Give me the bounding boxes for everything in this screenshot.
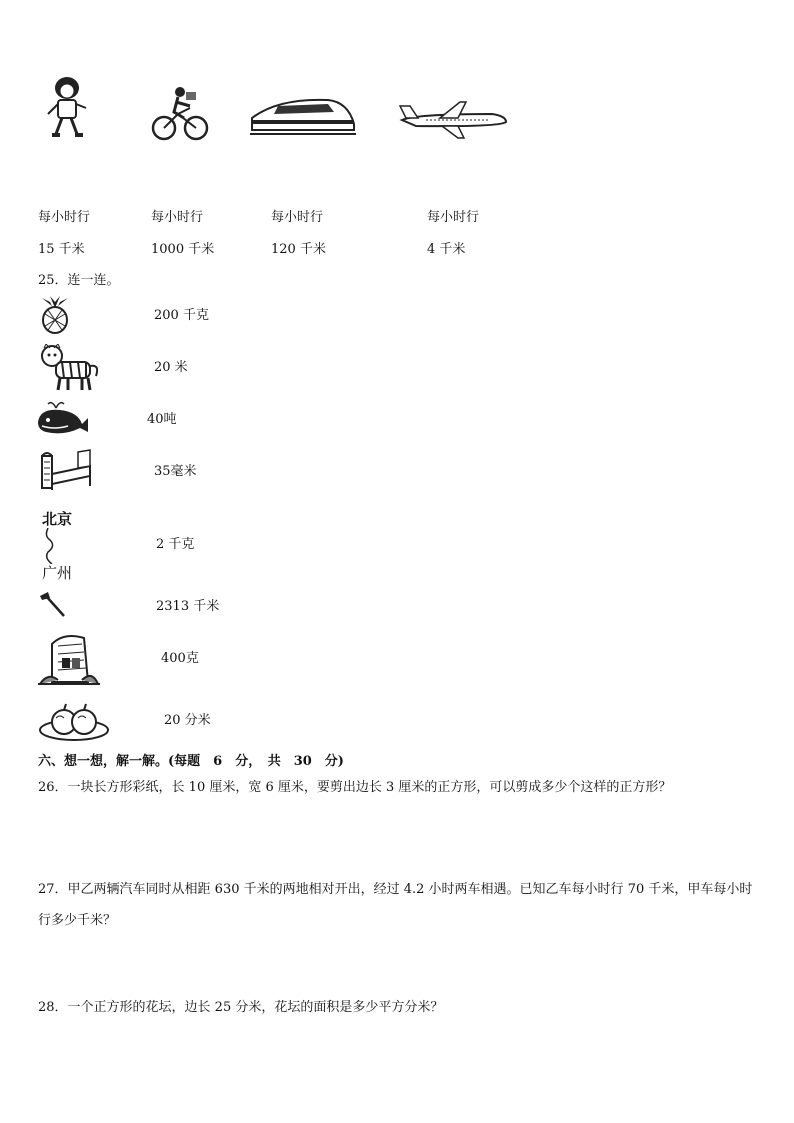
question-28: 28．一个正方形的花坛，边长 25 分米，花坛的面积是多少平方分米？ bbox=[38, 1000, 444, 1015]
airplane-icon bbox=[396, 100, 508, 140]
question-27: 27．甲乙两辆汽车同时从相距 630 千米的两地相对开出，经过 4.2 小时两车相遇。已知乙车每小时行 70 千米，甲车每小时行多少千米？ bbox=[38, 882, 753, 928]
speed-value: 1000 千米 bbox=[151, 242, 215, 257]
measure-value: 20 分米 bbox=[164, 713, 211, 728]
child-walking-icon bbox=[44, 74, 90, 140]
cyclist-icon bbox=[150, 84, 210, 142]
bed-icon bbox=[38, 446, 94, 492]
section-heading: 六、想一想，解一解。(每题 6 分， 共 30 分) bbox=[38, 754, 344, 769]
measure-value: 40吨 bbox=[147, 412, 177, 427]
speed-label: 每小时行 bbox=[38, 210, 91, 225]
whale-icon bbox=[34, 398, 90, 436]
building-icon bbox=[38, 630, 100, 686]
speed-label: 每小时行 bbox=[271, 210, 324, 225]
question-26: 26．一块长方形彩纸，长 10 厘米，宽 6 厘米，要剪出边长 3 厘米的正方形，可以剪成多少个这样的正方形？ bbox=[38, 780, 672, 795]
speed-label: 每小时行 bbox=[427, 210, 480, 225]
speed-label: 每小时行 bbox=[151, 210, 204, 225]
measure-value: 200 千克 bbox=[154, 308, 209, 323]
map-label-guangzhou: 广州 bbox=[42, 564, 73, 582]
fruit-plate-icon bbox=[38, 700, 110, 742]
measure-value: 2313 千米 bbox=[156, 599, 220, 614]
speed-value: 120 千米 bbox=[271, 242, 326, 257]
question-25-title: 25．连一连。 bbox=[38, 273, 120, 288]
measure-value: 2 千克 bbox=[156, 537, 195, 552]
measure-value: 35毫米 bbox=[154, 464, 197, 479]
route-map-icon bbox=[40, 508, 84, 582]
speed-value: 15 千米 bbox=[38, 242, 85, 257]
map-label-beijing: 北京 bbox=[42, 510, 73, 528]
speed-value: 4 千米 bbox=[427, 242, 466, 257]
pineapple-icon bbox=[38, 296, 72, 334]
measure-value: 400克 bbox=[161, 651, 199, 666]
nail-icon bbox=[38, 590, 68, 618]
tiger-icon bbox=[38, 344, 100, 392]
measure-value: 20 米 bbox=[154, 360, 188, 375]
train-icon bbox=[248, 94, 358, 138]
